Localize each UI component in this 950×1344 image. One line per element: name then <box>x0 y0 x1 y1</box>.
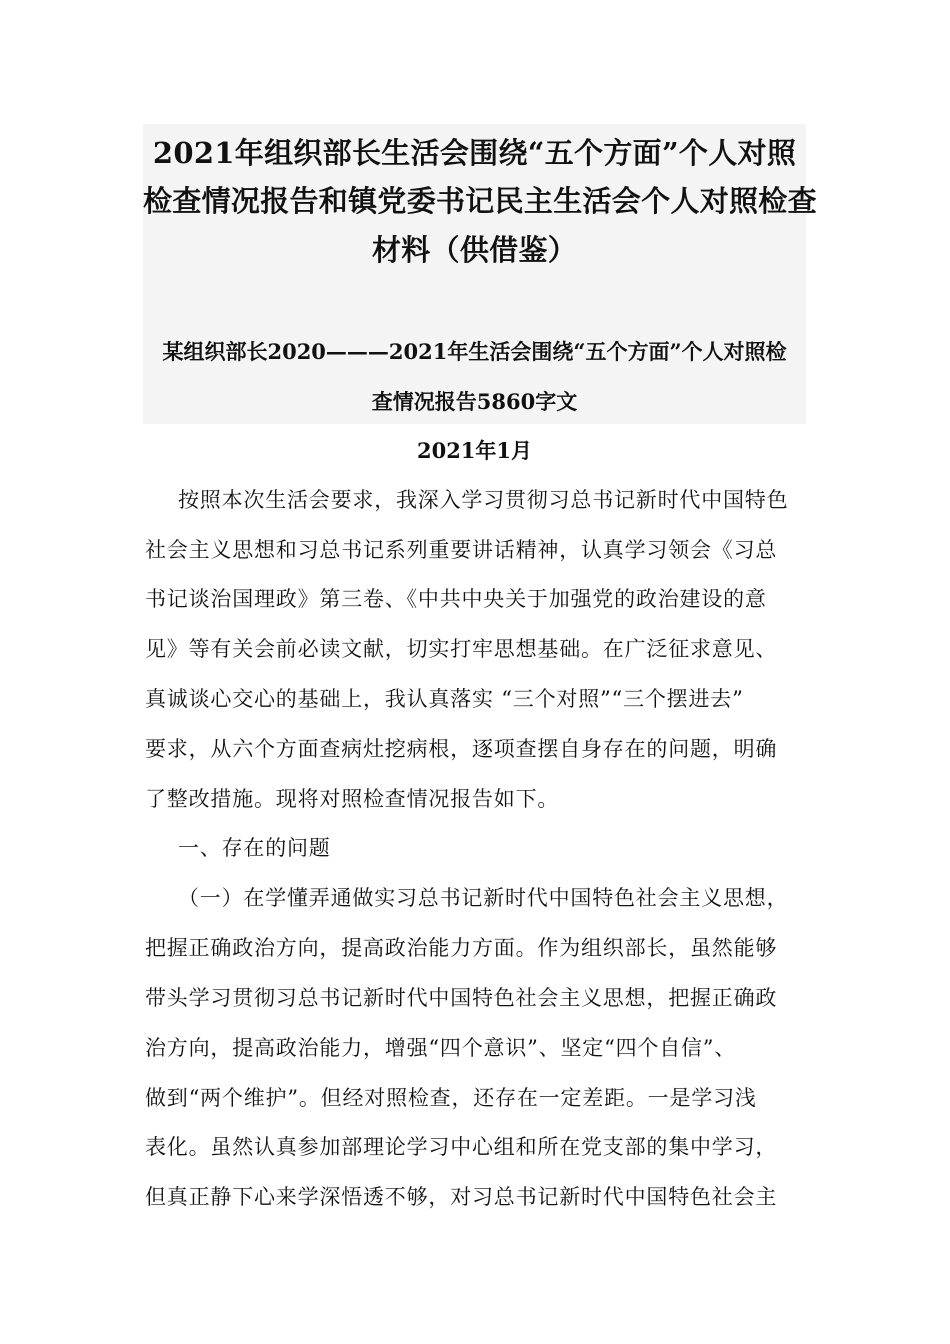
body-line-10: 把握正确政治方向，提高政治能力方面。作为组织部长，虽然能够 <box>145 936 778 960</box>
body-line-3: 书记谈治国理政》第三卷、《中共中央关于加强党的政治建设的意 <box>145 587 767 611</box>
body-line-5: 真诚谈心交心的基础上，我认真落实 “三个对照”“三个摆进去” <box>145 687 744 711</box>
body-line-4: 见》等有关会前必读文献，切实打牢思想基础。在广泛征求意见、 <box>145 637 778 661</box>
body-line-13: 做到“两个维护”。但经对照检查，还存在一定差距。一是学习浅 <box>145 1086 757 1110</box>
body-line-2: 社会主义思想和习总书记系列重要讲话精神，认真学习领会《习总 <box>145 538 778 562</box>
document-title-line-1: 2021年组织部长生活会围绕“五个方面”个人对照 <box>152 136 797 170</box>
document-title-line-3: 材料（供借鉴） <box>371 233 578 267</box>
body-line-7: 了整改措施。现将对照检查情况报告如下。 <box>145 787 560 811</box>
section-heading-problems: 一、存在的问题 <box>178 836 331 860</box>
body-line-14: 表化。虽然认真参加部理论学习中心组和所在党支部的集中学习， <box>145 1135 778 1159</box>
document-date: 2021年1月 <box>416 438 533 463</box>
body-line-1: 按照本次生活会要求，我深入学习贯彻习总书记新时代中国特色 <box>178 488 789 512</box>
body-line-12: 治方向，提高政治能力，增强“四个意识”、坚定“四个自信”、 <box>145 1036 737 1060</box>
document-subtitle-line-1: 某组织部长2020———2021年生活会围绕“五个方面”个人对照检 <box>162 339 787 364</box>
body-line-6: 要求，从六个方面查病灶挖病根，逐项查摆自身存在的问题，明确 <box>145 737 778 761</box>
body-line-9: （一）在学懂弄通做实习总书记新时代中国特色社会主义思想， <box>178 886 789 910</box>
document-subtitle-line-2: 查情况报告5860字文 <box>371 389 578 414</box>
body-line-11: 带头学习贯彻习总书记新时代中国特色社会主义思想，把握正确政 <box>145 986 778 1010</box>
document-title-line-2: 检查情况报告和镇党委书记民主生活会个人对照检查 <box>143 184 817 218</box>
body-line-15: 但真正静下心来学深悟透不够，对习总书记新时代中国特色社会主 <box>145 1185 778 1209</box>
